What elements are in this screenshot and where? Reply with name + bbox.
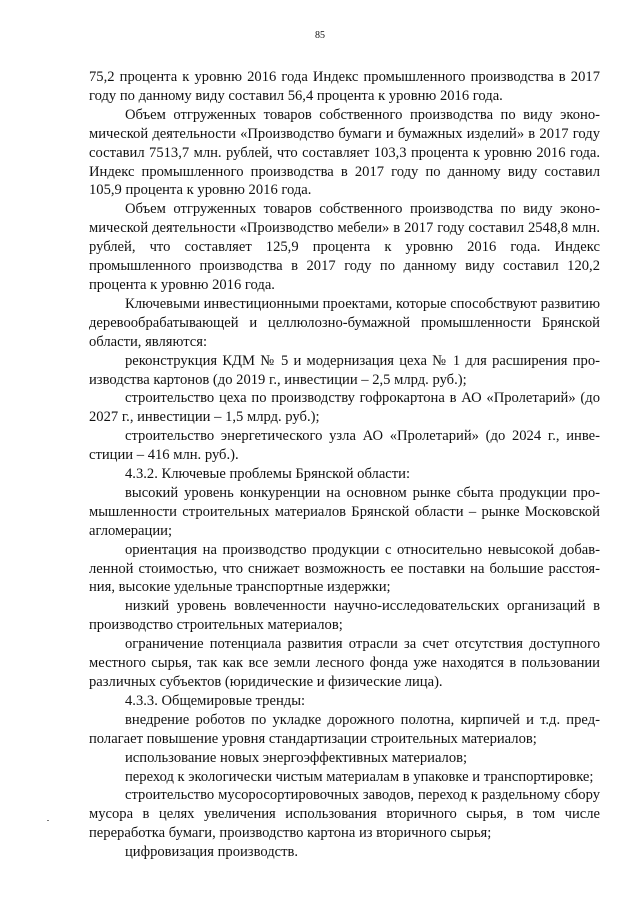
section-heading-4-3-3: 4.3.3. Общемировые тренды:: [125, 692, 306, 709]
paragraph-15: использование новых энергоэффективных материалов;: [125, 749, 468, 766]
body-text: [89, 68, 600, 862]
paragraph-3: Объем отгруженных товаров собственного производства по виду экономической деятельности «Производство мебели» в 2017 году составил 2548,8 млн. рублей, что составляет 125,9 процента к уровню 2016 года. Индекс промышленного производства в 2017 году по данному виду составил 120,2 процента к уровню 2016 года.: [89, 201, 600, 293]
paragraph-5: реконструкция КДМ № 5 и модернизация цеха № 1 для расширения производства картонов (до 2019 г., инвестиции – 2,5 млрд. руб.);: [89, 352, 600, 388]
paragraph-14: внедрение роботов по укладке дорожного полотна, кирпичей и т.д. предполагает повышение уровня стандартизации строительных материалов;: [89, 711, 600, 747]
paragraph-10: ориентация на производство продукции с относительно невысокой добавленной стоимостью, что снижает возможность ее поставки на большие расстояния, высокие удельные транспортные издержки;: [89, 541, 600, 596]
page-number: 85: [315, 30, 325, 41]
paragraph-16: переход к экологически чистым материалам в упаковке и транспортировке;: [125, 768, 594, 785]
paragraph-6: строительство цеха по производству гофрокартона в АО «Пролетарий» (до 2027 г., инвестиции – 1,5 млрд. руб.);: [89, 390, 600, 426]
paragraph-9: высокий уровень конкуренции на основном рынке сбыта продукции промышленности строительных материалов Брянской области – рынке Московской агломерации;: [89, 484, 600, 539]
paragraph-2: Объем отгруженных товаров собственного производства по виду экономической деятельности «Производство бумаги и бумажных изделий» в 2017 году составил 7513,7 млн. рублей, что составляет 103,3 процента к уровню 2016 года. Индекс промышленного производства в 2017 году по данному виду составил 105,9 процента к уровню 2016 года.: [89, 106, 600, 199]
paragraph-7: строительство энергетического узла АО «Пролетарий» (до 2024 г., инвестиции – 416 млн. руб.).: [89, 428, 600, 464]
paragraph-1: 75,2 процента к уровню 2016 года Индекс промышленного производства в 2017 году по данному виду составил 56,4 процента к уровню 2016 года.: [89, 69, 600, 104]
paragraph-12: ограничение потенциала развития отрасли за счет отсутствия доступного местного сырья, так как все земли лесного фонда уже находятся в пользовании различных субъектов (юридические и физические лица).: [89, 636, 600, 690]
paragraph-11: низкий уровень вовлеченности научно-исследовательских организаций в производство строительных материалов;: [89, 598, 600, 634]
paragraph-4: Ключевыми инвестиционными проектами, которые способствуют развитию деревообрабатывающей и целлюлозно-бумажной промышленности Брянской области, являются:: [89, 295, 600, 350]
scan-artifact: [47, 820, 49, 821]
paragraph-17: строительство мусоросортировочных заводов, переход к раздельному сбору мусора в целях увеличения использования вторичного сырья, в том числе переработка бумаги, производство картона из вторичного сырья;: [89, 787, 600, 842]
section-heading-4-3-2: 4.3.2. Ключевые проблемы Брянской области:: [125, 466, 411, 483]
paragraph-18: цифровизация производств.: [125, 844, 299, 861]
